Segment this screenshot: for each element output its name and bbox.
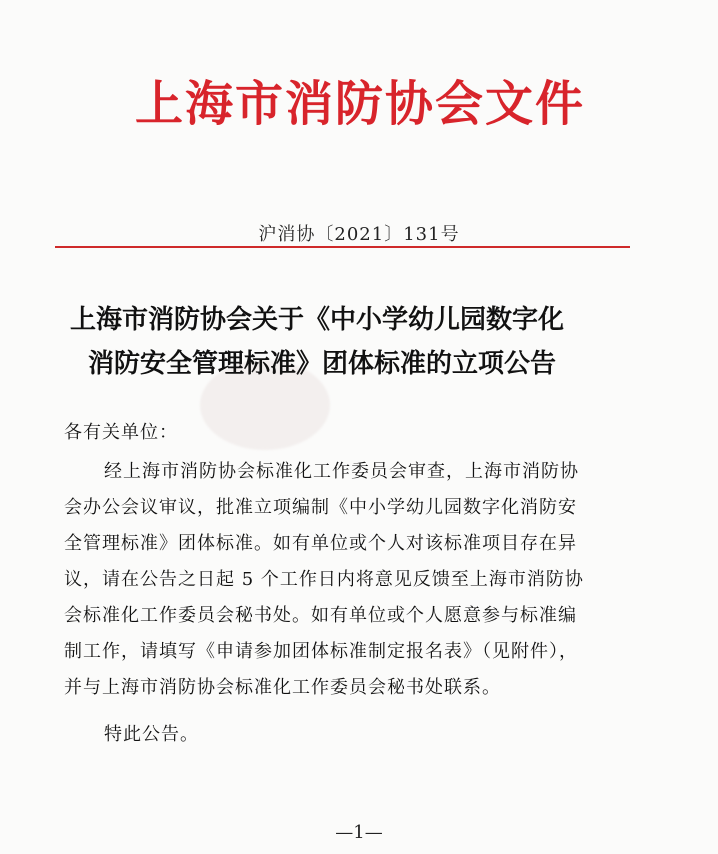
announcement-title-line-1: 上海市消防协会关于《中小学幼儿园数字化 [70,305,565,335]
body-line: 全管理标准》团体标准。如有单位或个人对该标准项目存在异 [64,533,577,554]
page-number: —1— [335,822,383,843]
announcement-title [70,298,660,386]
body-line: 议，请在公告之日起 5 个工作日内将意见反馈至上海市消防协 [64,569,584,590]
issuer-header-title: 上海市消防协会文件 [134,76,585,132]
salutation: 各有关单位： [64,422,178,443]
body-line: 制工作，请填写《申请参加团体标准制定报名表》（见附件）， [64,641,578,662]
body-line: 会办公会议审议，批准立项编制《中小学幼儿园数字化消防安 [64,497,577,518]
red-separator-line [55,246,630,248]
document-number: 沪消协〔2021〕131号 [258,224,460,245]
body-line: 经上海市消防协会标准化工作委员会审查，上海市消防协 [104,461,579,482]
announcement-title-line-2: 消防安全管理标准》团体标准的立项公告 [88,349,557,379]
body-line: 并与上海市消防协会标准化工作委员会秘书处联系。 [64,677,501,698]
body-line: 会标准化工作委员会秘书处。如有单位或个人愿意参与标准编 [64,605,577,626]
announcement-body [64,454,642,706]
closing-statement: 特此公告。 [104,724,199,745]
